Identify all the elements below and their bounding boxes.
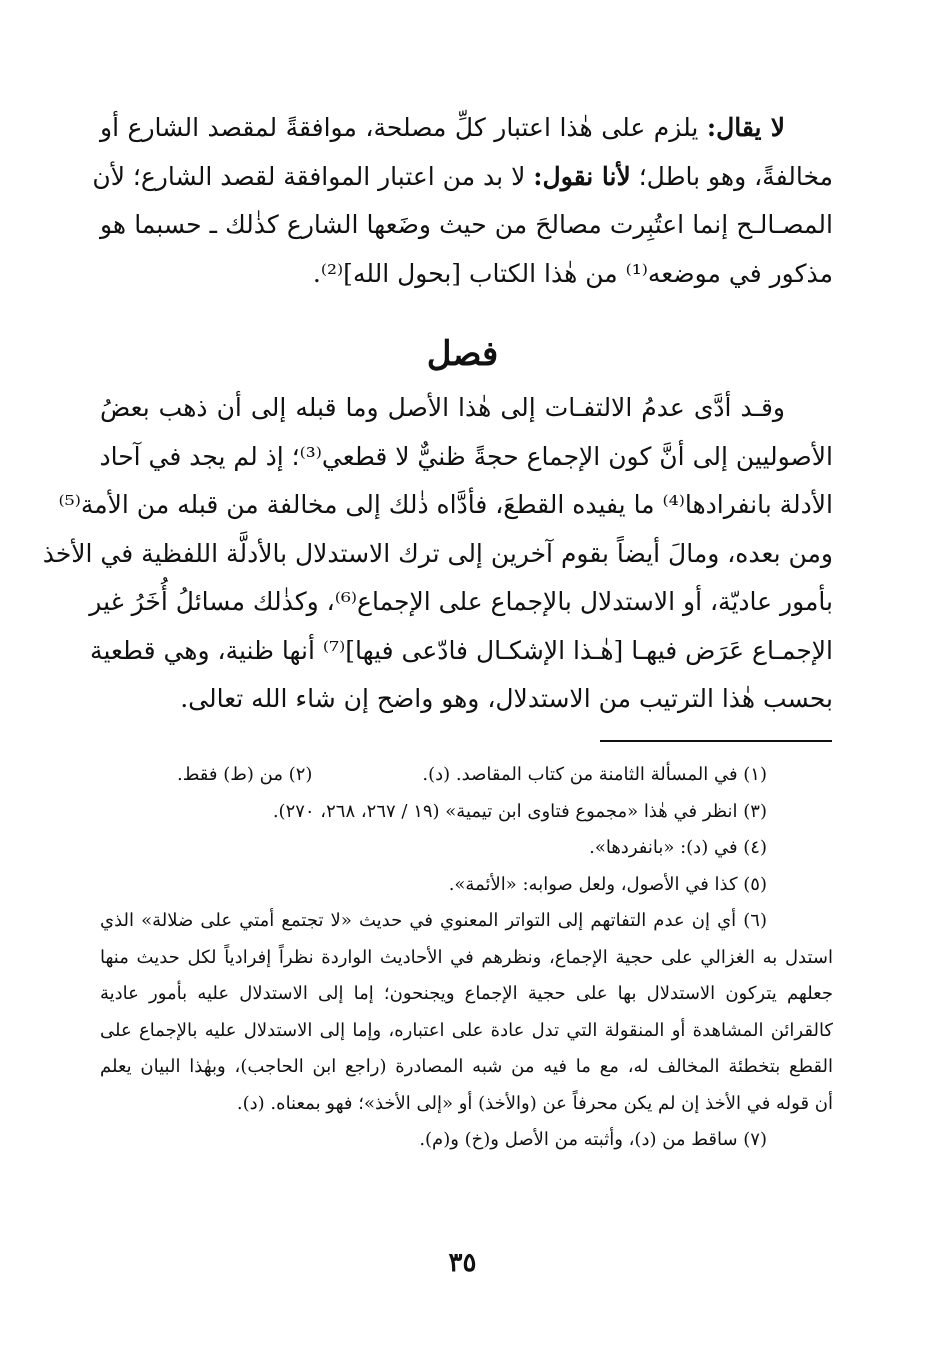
footnote-6-line-2: استدل به الغزالي على حجية الإجماع، ونظرهم في الأحاديث الواردة نظراً إفرادياً لكل حديث منها — [100, 946, 833, 968]
paragraph-1-line-4: مذكور في موضعه⁽¹⁾ من هٰذا الكتاب [بحول الله]⁽²⁾. — [312, 258, 833, 288]
page-number: ٣٥ — [448, 1248, 477, 1278]
paragraph-2-line-3: الأدلة بانفرادها⁽⁴⁾ ما يفيده القطعَ، فأدَّاه ذٰلك إلى مخالفة من قبله من الأمة⁽⁵⁾ — [58, 490, 833, 519]
footnote-row-1-2 — [100, 757, 833, 794]
section-heading: فصل — [426, 334, 499, 374]
footnote-4: (٤) في (د): «بانفردها». — [589, 837, 767, 858]
footnote-1: (١) في المسألة الثامنة من كتاب المقاصد. (د). — [422, 764, 767, 785]
footnote-6-line-6: أن قوله في الأخذ إن لم يكن محرفاً عن (والأخذ) أو «إلى الأخذ»؛ فهو بمعناه. (د). — [236, 1092, 833, 1114]
paragraph-2-line-5: بأمور عاديّة، أو الاستدلال بالإجماع على الإجماع⁽⁶⁾، وكذٰلك مسائلُ أُخَرُ غير — [89, 587, 833, 616]
paragraph-2-line-4: ومن بعده، ومالَ أيضاً بقوم آخرين إلى ترك الاستدلال بالأدلَّة اللفظية في الأخذ — [42, 538, 833, 568]
paragraph-1-line-2-text-b: لا بد من اعتبار الموافقة لقصد الشارع؛ لأن — [92, 161, 534, 191]
footnote-6-line-3: جعلهم يتركون الاستدلال بها على حجية الإجماع ويجنحون؛ إما إلى الاستدلال عليه بأمور عادية — [100, 983, 833, 1004]
paragraph-2-line-6: الإجمـاع عَرَض فيهـا [هٰـذا الإشكـال فادّعى فيها]⁽⁷⁾ أنها ظنية، وهي قطعية — [90, 635, 833, 665]
footnote-6-line-5: القطع بتخطئة المخالف له، مع ما فيه من شبه المصادرة (راجع ابن الحاجب)، وبهٰذا البيان يعلم — [100, 1056, 833, 1077]
footnote-6-line-4: كالقرائن المشاهدة أو المنقولة التي تدل عادة على اعتباره، وإما إلى الاستدلال عليه بالإجماع على — [100, 1019, 833, 1041]
paragraph-1-line-1-text: يلزم على هٰذا اعتبار كلِّ مصلحة، موافقةً لمقصد الشارع أو — [100, 113, 707, 142]
footnote-3: (٣) انظر في هٰذا «مجموع فتاوى ابن تيمية» (١٩ / ٢٦٧، ٢٦٨، ٢٧٠). — [272, 800, 767, 822]
paragraph-1-line-2 — [92, 153, 833, 202]
footnote-separator — [600, 740, 832, 742]
paragraph-1-line-1 — [100, 104, 833, 153]
footnotes — [100, 757, 833, 1159]
footnote-5: (٥) كذا في الأصول، ولعل صوابه: «الأئمة». — [448, 873, 767, 895]
paragraph-1 — [92, 104, 833, 298]
paragraph-2-line-2: الأصوليين إلى أنَّ كون الإجماع حجةً ظنيٌّ لا قطعي⁽³⁾؛ إذ لم يجد في آحاد — [99, 441, 833, 471]
objection-lead: لا يقال: — [706, 113, 786, 142]
reply-lead: لأنا نقول: — [533, 161, 631, 191]
footnote-2: (٢) من (ط) فقط. — [176, 764, 313, 785]
footnote-6-line-1: (٦) أي إن عدم التفاتهم إلى التواتر المعنوي في حديث «لا تجتمع أمتي على ضلالة» الذي — [100, 910, 767, 931]
footnote-7: (٧) ساقط من (د)، وأثبته من الأصل و(خ) و(م). — [419, 1129, 767, 1150]
paragraph-2-line-7: بحسب هٰذا الترتيب من الاستدلال، وهو واضح إن شاء الله تعالى. — [180, 684, 833, 713]
paragraph-1-line-3: المصـالـح إنما اعتُبِرت مصالحَ من حيث وضَعها الشارع كذٰلك ـ حسبما هو — [100, 210, 833, 239]
paragraph-2 — [42, 384, 833, 724]
paragraph-1-line-2-text-a: مخالفةً، وهو باطل؛ — [630, 161, 833, 191]
paragraph-2-line-1: وقـد أدَّى عدمُ الالتفـات إلى هٰذا الأصل وما قبله إلى أن ذهب بعضُ — [100, 393, 785, 422]
